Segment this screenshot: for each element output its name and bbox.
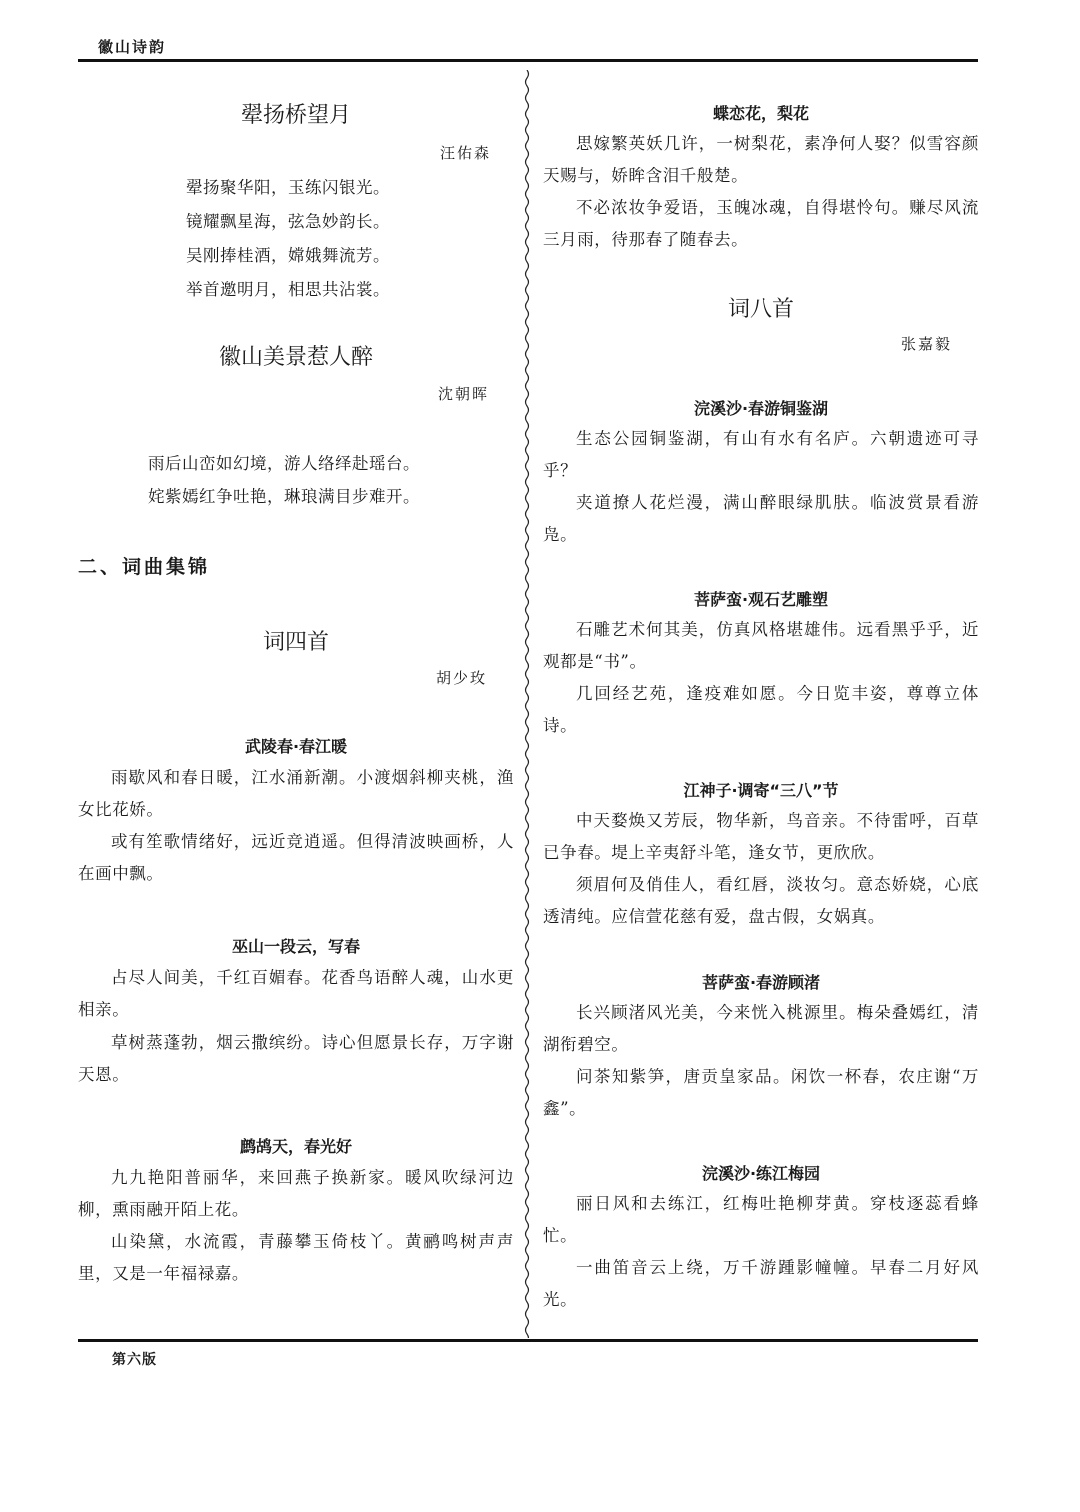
ci-paragraph: 几回经艺苑，逢疫难如愿。今日览丰姿，尊尊立体诗。 <box>543 684 979 735</box>
ci-paragraph: 不必浓妆争爱语，玉魄冰魂，自得堪怜句。赚尽风流三月雨，待那春了随春去。 <box>543 198 979 249</box>
ci-paragraph: 须眉何及俏佳人，看红唇，淡妆匀。意态娇娆，心底透清纯。应信萱花慈有爱，盘古假，女娲真。 <box>543 875 979 926</box>
ci-paragraph: 问茶知紫笋，唐贡皇家品。闲饮一杯春，农庄谢“万鑫”。 <box>543 1067 979 1118</box>
header-title: 徽山诗韵 <box>98 38 167 56</box>
ci-paragraph: 夹道撩人花烂漫，满山醉眼绿肌肤。临波赏景看游凫。 <box>543 493 979 544</box>
verse-line: 吴刚捧桂酒，嫦娥舞流芳。 <box>186 246 390 265</box>
ci-paragraph: 一曲笛音云上绕，万千游踵影幢幢。早春二月好风光。 <box>543 1258 979 1309</box>
ci-paragraph: 九九艳阳普丽华，来回燕子换新家。暖风吹绿河边柳，熏雨融开陌上花。 <box>78 1168 514 1219</box>
ci-paragraph: 中天婺焕又芳辰，物华新，鸟音亲。不待雷呼，百草已争春。堤上辛夷舒斗笔，逢女节，更欣欣。 <box>543 811 979 862</box>
ci-title: 江神子·调寄“三八”节 <box>683 781 839 800</box>
ci-paragraph: 雨歇风和春日暖，江水涌新潮。小渡烟斜柳夹桃，渔女比花娇。 <box>78 768 514 819</box>
ci-paragraph: 石雕艺术何其美，仿真风格堪雄伟。远看黑乎乎，近观都是“书”。 <box>543 620 979 671</box>
group-title: 词八首 <box>727 297 794 322</box>
ci-paragraph: 草树蒸蓬勃，烟云撒缤纷。诗心但愿景长存，万字谢天恩。 <box>78 1033 514 1084</box>
poem-title: 徽山美景惹人醉 <box>218 345 373 370</box>
group-author: 张嘉毅 <box>901 335 953 353</box>
verse-line: 翚扬聚华阳，玉练闪银光。 <box>186 178 390 197</box>
ci-title: 菩萨蛮·观石艺雕塑 <box>693 590 829 609</box>
page-number: 第六版 <box>112 1352 157 1368</box>
verse-line: 姹紫嫣红争吐艳，琳琅满目步难开。 <box>148 487 420 506</box>
ci-title: 浣溪沙·练江梅园 <box>701 1164 821 1183</box>
ci-paragraph: 生态公园铜鉴湖，有山有水有名庐。六朝遗迹可寻乎？ <box>543 429 979 480</box>
poem-title: 翚扬桥望月 <box>240 103 351 128</box>
ci-title: 鹧鸪天，春光好 <box>239 1137 352 1156</box>
verse-line: 雨后山峦如幻境，游人络绎赴瑶台。 <box>148 454 420 473</box>
verse-line: 镜耀飘星海，弦急妙韵长。 <box>186 212 390 231</box>
ci-title: 巫山一段云，写春 <box>231 937 360 956</box>
ci-paragraph: 或有笙歌情绪好，远近竞逍遥。但得清波映画桥，人在画中飘。 <box>78 832 514 883</box>
verse-line: 举首邀明月，相思共沾裳。 <box>186 280 390 299</box>
ci-title: 蝶恋花，梨花 <box>712 104 809 123</box>
group-author: 胡少玫 <box>436 669 488 687</box>
ci-paragraph: 思嫁繁英妖几许，一树梨花，素净何人娶？似雪容颜天赐与，娇眸含泪千般楚。 <box>543 134 979 185</box>
footer-rule <box>78 1339 978 1342</box>
ci-title: 浣溪沙·春游铜鉴湖 <box>693 399 829 418</box>
ci-paragraph: 占尽人间美，千红百媚春。花香鸟语醉人魂，山水更相亲。 <box>78 968 514 1019</box>
poem-author: 沈朝晖 <box>438 385 490 403</box>
ci-title: 武陵春·春江暖 <box>244 737 348 756</box>
column-divider <box>519 70 535 1338</box>
header-rule <box>78 59 978 62</box>
ci-paragraph: 长兴顾渚风光美，今来恍入桃源里。梅朵叠嫣红，清湖衔碧空。 <box>543 1003 979 1054</box>
poem-author: 汪佑森 <box>440 144 492 162</box>
ci-title: 菩萨蛮·春游顾渚 <box>701 973 821 992</box>
ci-paragraph: 丽日风和去练江，红梅吐艳柳芽黄。穿枝逐蕊看蜂忙。 <box>543 1194 979 1245</box>
group-title: 词四首 <box>262 630 329 655</box>
ci-paragraph: 山染黛，水流霞，青藤攀玉倚枝丫。黄鹂鸣树声声里，又是一年福禄嘉。 <box>78 1232 514 1283</box>
section-heading: 二、词曲集锦 <box>78 556 211 578</box>
